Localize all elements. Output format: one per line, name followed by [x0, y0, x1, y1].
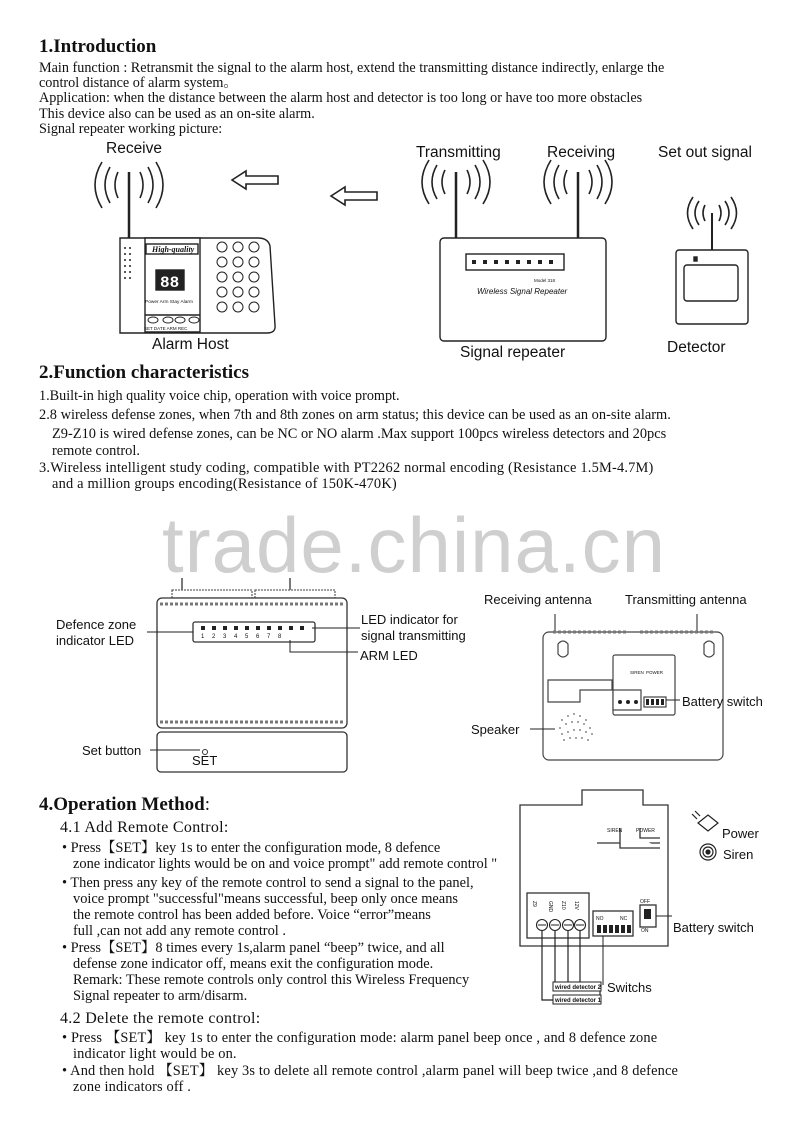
- svg-text:Z10: Z10: [560, 901, 566, 910]
- battery-switch-label-2: Battery switch: [673, 920, 754, 935]
- board-siren-text: SIREN: [607, 828, 623, 834]
- svg-text:GND: GND: [547, 901, 553, 913]
- alarm-host-label: Alarm Host: [152, 336, 229, 353]
- set-button-label: Set button: [82, 743, 142, 758]
- repeater-model-text: Model 318: [534, 278, 556, 283]
- sw-on-text: ON: [641, 928, 649, 934]
- subsection-4-1-title: 4.1 Add Remote Control:: [60, 819, 229, 836]
- step-3-line-4: Signal repeater to arm/disarm.: [73, 988, 248, 1004]
- step-1-line-1: • Press【SET】key 1s to enter the configuration mode, 8 defence: [62, 840, 441, 856]
- host-indicator-text: Power Arm Stay Alarm: [145, 300, 193, 305]
- receiving-antenna-label: Receiving antenna: [484, 592, 592, 607]
- subsection-4-2-title: 4.2 Delete the remote control:: [60, 1010, 261, 1027]
- svg-text:Z9: Z9: [531, 901, 537, 907]
- svg-text:6: 6: [256, 634, 260, 640]
- led-transmit-label-1: LED indicator for: [361, 612, 458, 627]
- feature-3-line-2: and a million groups encoding(Resistance of 150K-470K): [52, 476, 397, 492]
- step-2-line-1: • Then press any key of the remote control to send a signal to the panel,: [62, 875, 474, 891]
- arm-led-label: ARM LED: [360, 648, 418, 663]
- svg-text:8: 8: [278, 634, 282, 640]
- led-transmit-label-2: signal transmitting: [361, 628, 466, 643]
- step-2-line-3: the remote control has been added before. Voice “error”means: [73, 907, 431, 923]
- delete-step-1-line-2: indicator light would be on.: [73, 1046, 237, 1062]
- front-panel-device: [157, 578, 347, 772]
- detector-label: Detector: [667, 339, 726, 356]
- step-3-line-3: Remark: These remote controls only control this Wireless Frequency: [73, 972, 470, 988]
- wired-detector-1-text: wired detector 1: [555, 998, 602, 1004]
- svg-text:2: 2: [212, 634, 216, 640]
- speaker-label: Speaker: [471, 722, 520, 737]
- delete-step-2-line-1: • And then hold 【SET】 key 3s to delete all remote control ,alarm panel will beep twice ,and 8 defence: [62, 1063, 679, 1079]
- feature-2-line-1: 2.8 wireless defense zones, when 7th and 8th zones on arm status; this device can be used as an on-site alarm.: [39, 407, 671, 423]
- alarm-host-device: [120, 238, 275, 333]
- receive-label: Receive: [106, 140, 162, 157]
- defence-zone-label-1: Defence zone: [56, 617, 137, 632]
- sw-off-text: OFF: [640, 899, 650, 905]
- arrow-left-icon: [232, 171, 377, 205]
- back-board-power-text: POWER: [646, 670, 664, 675]
- delete-step-2-line-2: zone indicators off .: [73, 1079, 191, 1095]
- siren-icon: [700, 844, 716, 860]
- sw-no-text: NO: [596, 916, 604, 922]
- feature-2-line-2: Z9-Z10 is wired defense zones, can be NC or NO alarm .Max support 100pcs wireless detectors and 20pcs: [52, 426, 667, 442]
- intro-onsite: This device also can be used as an on-site alarm.: [39, 106, 315, 122]
- section-4-title: 4.Operation Method:: [39, 794, 210, 815]
- detector-device: [676, 250, 748, 324]
- set-out-signal-label: Set out signal: [658, 144, 752, 161]
- step-3-line-2: defense zone indicator off, means exit the configuration mode.: [73, 956, 434, 972]
- feature-3-line-1: 3.Wireless intelligent study coding, compatible with PT2262 normal encoding (Resistance 1.5M-4.7M): [39, 460, 654, 476]
- power-label: Power: [722, 826, 759, 841]
- feature-1: 1.Built-in high quality voice chip, operation with voice prompt.: [39, 388, 400, 404]
- svg-text:7: 7: [267, 634, 271, 640]
- power-plug-icon: [692, 811, 718, 831]
- svg-text:4: 4: [234, 634, 238, 640]
- intro-main-line-1: Main function : Retransmit the signal to the alarm host, extend the transmitting distance indirectly, enlarge the: [39, 60, 665, 76]
- step-1-line-2: zone indicator lights would be on and voice prompt" add remote control ": [73, 856, 498, 872]
- intro-application: Application: when the distance between the alarm host and detector is too long or have too more obstacles: [39, 90, 643, 106]
- delete-step-1-line-1: • Press 【SET】 key 1s to enter the configuration mode: alarm panel beep once , and 8 defence zone: [62, 1030, 658, 1046]
- step-2-line-4: full ,can not add any remote control .: [73, 923, 286, 939]
- svg-text:12V: 12V: [573, 901, 579, 910]
- feature-2-line-3: remote control.: [52, 443, 140, 459]
- step-3-line-1: • Press【SET】8 times every 1s,alarm panel “beep” twice, and all: [62, 940, 445, 956]
- wired-detector-2-text: wired detector 2: [555, 985, 602, 991]
- transmitting-label: Transmitting: [416, 144, 501, 161]
- back-board-siren-text: SIREN: [630, 670, 644, 675]
- svg-text:SET DATE ARM REC: SET DATE ARM REC: [144, 326, 188, 331]
- intro-picture-caption: Signal repeater working picture:: [39, 121, 223, 137]
- repeater-label-text: Wireless Signal Repeater: [477, 287, 568, 296]
- battery-switch-label: Battery switch: [682, 694, 763, 709]
- host-brand-text: High-quality: [152, 245, 195, 254]
- section-1-title: 1.Introduction: [39, 36, 157, 57]
- section-2-title: 2.Function characteristics: [39, 362, 250, 383]
- siren-label: Siren: [723, 847, 754, 862]
- transmitting-antenna-label: Transmitting antenna: [625, 592, 747, 607]
- svg-text:3: 3: [223, 634, 227, 640]
- host-display-text: 88: [160, 274, 180, 292]
- watermark: trade.china.cn: [162, 501, 666, 589]
- board-power-text: POWER: [636, 828, 655, 834]
- svg-text:5: 5: [245, 634, 249, 640]
- intro-main-line-2: control distance of alarm system。: [39, 75, 238, 91]
- switchs-label: Switchs: [607, 980, 652, 995]
- svg-text:1: 1: [201, 634, 205, 640]
- signal-repeater-label: Signal repeater: [460, 344, 566, 361]
- sw-nc-text: NC: [620, 916, 628, 922]
- receiving-label: Receiving: [547, 144, 616, 161]
- set-button: SET: [192, 753, 218, 768]
- defence-zone-label-2: indicator LED: [56, 633, 135, 648]
- step-2-line-2: voice prompt "successful"means successful, beep only once means: [73, 891, 458, 907]
